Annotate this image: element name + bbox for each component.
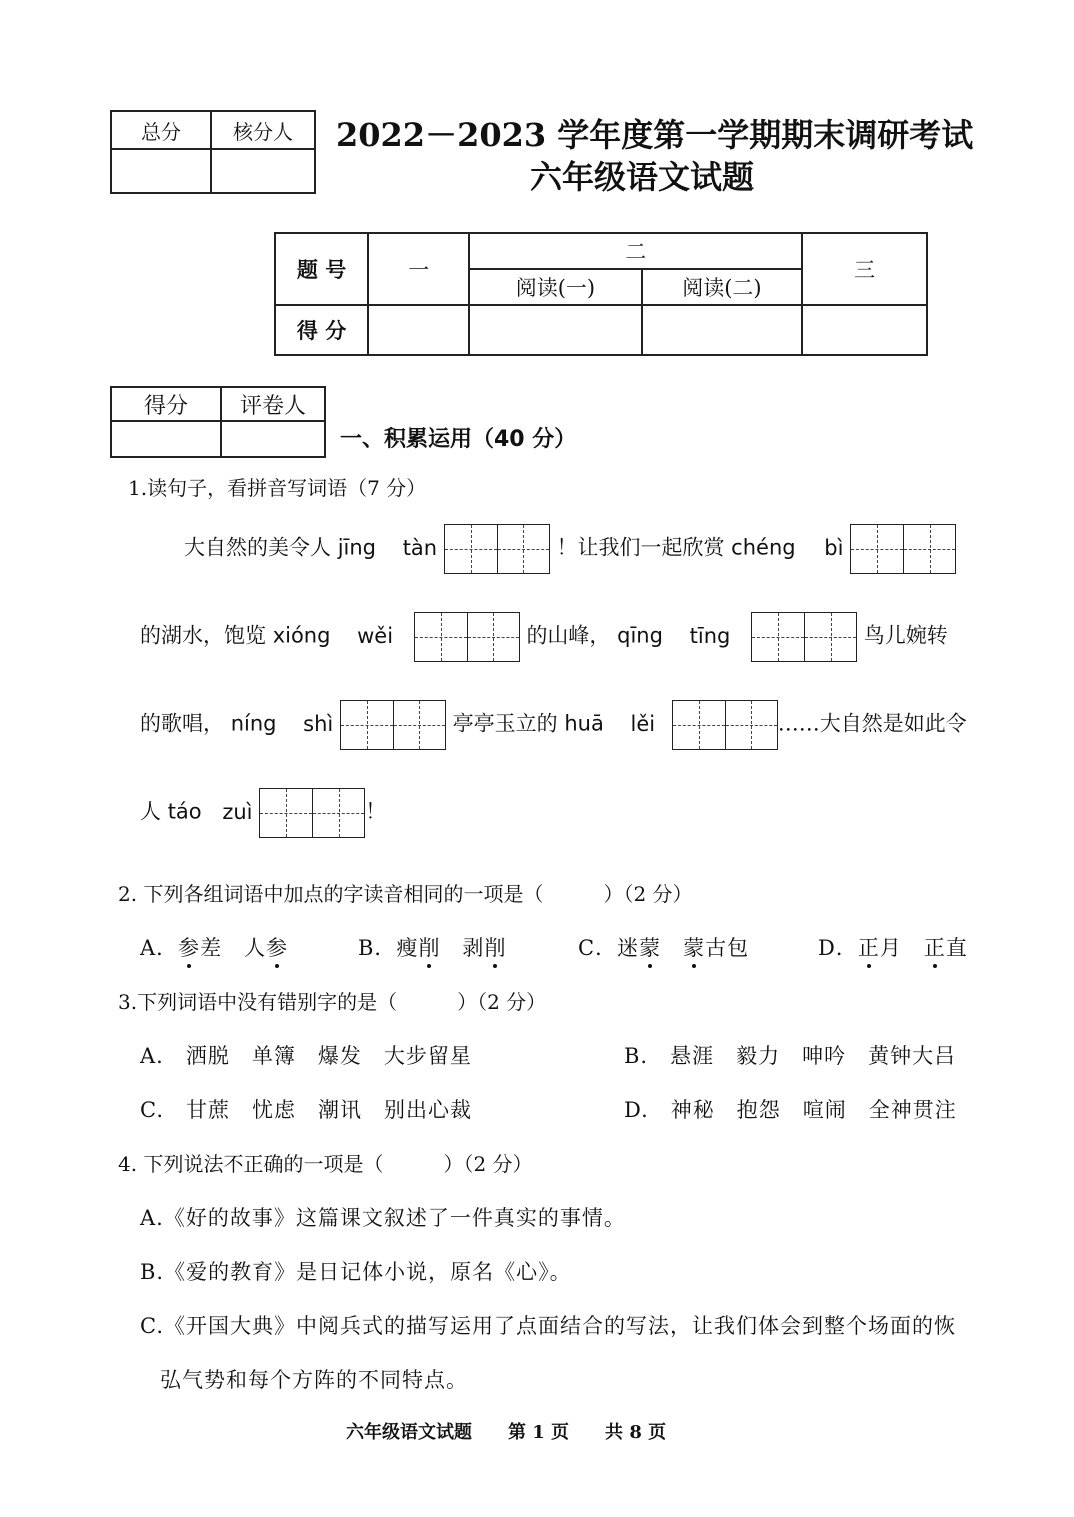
q1-line-2 xyxy=(140,612,948,662)
pinyin: lěi xyxy=(630,711,656,736)
grader-score-cell[interactable] xyxy=(111,421,221,457)
col-two-reading-2: 阅读(二) xyxy=(642,269,803,305)
option-text: 瘦 xyxy=(396,936,419,960)
q2-option-d[interactable] xyxy=(818,932,968,962)
score-cell-2a[interactable] xyxy=(469,305,641,355)
pinyin: qīng xyxy=(617,623,663,648)
q2-prompt: 2. 下列各组词语中加点的字读音相同的一项是（ ）（2 分） xyxy=(118,882,693,906)
q1-text: 的湖水，饱览 xyxy=(140,623,266,648)
dotted-char: 参 xyxy=(178,932,200,962)
q1-text: 大自然的美令人 xyxy=(184,535,331,560)
q1-text: 人 xyxy=(140,799,161,824)
dotted-char: 蒙 xyxy=(683,932,705,962)
dotted-char: 正 xyxy=(858,932,880,962)
q1-text: 的山峰， xyxy=(526,623,611,648)
answer-box[interactable] xyxy=(672,700,778,750)
dotted-char: 参 xyxy=(266,932,288,962)
grader-cell[interactable] xyxy=(221,421,325,457)
dotted-char: 正 xyxy=(924,932,946,962)
q1-text: ！ xyxy=(365,799,387,824)
option-text: 差 xyxy=(200,936,223,960)
page-footer: 六年级语文试题 第 1 页 共 8 页 xyxy=(346,1422,667,1443)
col-two: 二 xyxy=(469,233,802,269)
grader-box xyxy=(110,386,326,458)
option-text xyxy=(661,936,683,960)
pinyin: bì xyxy=(824,535,844,560)
pinyin: níng xyxy=(230,711,277,736)
checker-cell[interactable] xyxy=(211,149,315,193)
q2-option-b[interactable] xyxy=(358,932,506,962)
q4-option-b[interactable]: B.《爱的教育》是日记体小说，原名《心》。 xyxy=(140,1260,572,1284)
option-text: 剥 xyxy=(440,936,485,960)
pinyin: wěi xyxy=(357,623,394,648)
option-label: D． xyxy=(818,936,858,960)
q4-prompt: 4. 下列说法不正确的一项是（ ）（2 分） xyxy=(118,1152,533,1176)
col-two-reading-1: 阅读(一) xyxy=(469,269,641,305)
answer-box[interactable] xyxy=(259,788,365,838)
q3-option-a[interactable]: A. 洒脱 单簿 爆发 大步留星 xyxy=(140,1044,472,1068)
question-number-label: 题 号 xyxy=(275,233,368,305)
option-text: 人 xyxy=(222,936,267,960)
total-score-label: 总分 xyxy=(111,111,211,149)
q3-prompt: 3.下列词语中没有错别字的是（ ）（2 分） xyxy=(118,990,547,1014)
section-heading: 一、积累运用（40 分） xyxy=(340,427,577,452)
q1-text: 鸟儿婉转 xyxy=(863,623,948,648)
answer-box[interactable] xyxy=(340,700,446,750)
q1-line-1 xyxy=(184,524,956,574)
score-cell-1[interactable] xyxy=(368,305,469,355)
checker-label: 核分人 xyxy=(211,111,315,149)
q1-text: 亭亭玉立的 xyxy=(452,711,558,736)
q2-option-c[interactable] xyxy=(578,932,749,962)
total-score-cell[interactable] xyxy=(111,149,211,193)
pinyin: zuì xyxy=(222,799,253,824)
pinyin: táo xyxy=(167,799,202,824)
q1-line-4 xyxy=(140,788,386,838)
pinyin: tàn xyxy=(402,535,438,560)
score-table xyxy=(274,232,928,356)
grader-score-label: 得分 xyxy=(111,387,221,421)
pinyin: huā xyxy=(564,711,604,736)
q4-option-a[interactable]: A.《好的故事》这篇课文叙述了一件真实的事情。 xyxy=(140,1206,626,1230)
q3-option-d[interactable]: D. 神秘 抱怨 喧闹 全神贯注 xyxy=(624,1098,957,1122)
q4-option-c[interactable]: C.《开国大典》中阅兵式的描写运用了点面结合的写法，让我们体会到整个场面的恢 xyxy=(140,1314,956,1338)
q4-option-c-cont: 弘气势和每个方阵的不同特点。 xyxy=(160,1368,468,1392)
col-one: 一 xyxy=(368,233,469,305)
dotted-char: 削 xyxy=(418,932,440,962)
option-label: B． xyxy=(358,936,397,960)
q1-text: ……大自然是如此令 xyxy=(777,711,967,736)
pinyin: jīng xyxy=(337,535,376,560)
score-label: 得 分 xyxy=(275,305,368,355)
q2-option-a[interactable] xyxy=(140,932,288,962)
pinyin: xióng xyxy=(272,623,331,648)
score-cell-3[interactable] xyxy=(802,305,927,355)
option-text: 迷 xyxy=(617,936,640,960)
q1-prompt: 1.读句子，看拼音写词语（7 分） xyxy=(128,476,427,500)
answer-box[interactable] xyxy=(444,524,550,574)
answer-box[interactable] xyxy=(751,612,857,662)
page-subtitle: 六年级语文试题 xyxy=(530,158,755,196)
score-cell-2b[interactable] xyxy=(642,305,803,355)
answer-box[interactable] xyxy=(850,524,956,574)
answer-box[interactable] xyxy=(414,612,520,662)
pinyin: chéng xyxy=(731,535,796,560)
q1-line-3 xyxy=(140,700,967,750)
pinyin: shì xyxy=(303,711,334,736)
q3-option-b[interactable]: B. 悬涯 毅力 呻吟 黄钟大吕 xyxy=(624,1044,957,1068)
page-title: 2022－2023 学年度第一学期期末调研考试 xyxy=(336,116,974,154)
total-score-box xyxy=(110,110,316,194)
dotted-char: 蒙 xyxy=(639,932,661,962)
option-label: A． xyxy=(140,936,179,960)
q1-text: 的歌唱， xyxy=(140,711,224,736)
col-three: 三 xyxy=(802,233,927,305)
option-text: 直 xyxy=(945,936,968,960)
q1-text: ！让我们一起欣赏 xyxy=(556,535,725,560)
option-label: C． xyxy=(578,936,618,960)
option-text: 月 xyxy=(879,936,902,960)
q3-option-c[interactable]: C. 甘蔗 忧虑 潮讯 别出心裁 xyxy=(140,1098,472,1122)
option-text: 古包 xyxy=(705,936,750,960)
pinyin: tīng xyxy=(689,623,731,648)
dotted-char: 削 xyxy=(484,932,506,962)
option-text xyxy=(902,936,924,960)
grader-label: 评卷人 xyxy=(221,387,325,421)
